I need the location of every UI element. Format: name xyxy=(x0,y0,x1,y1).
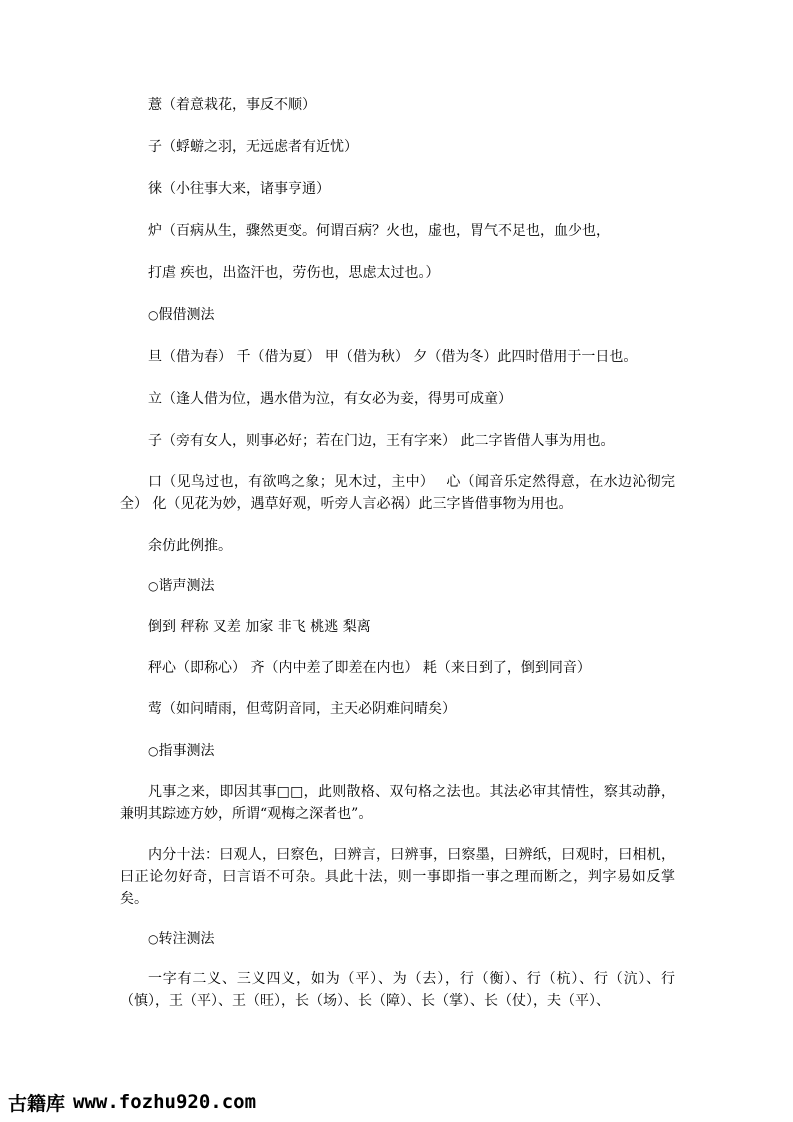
text-line: 徕（小往事大来，诸事亨通） xyxy=(148,181,330,197)
text-line: 秤心（即称心） 齐（内中差了即差在内也） 耗（来日到了，倒到同音） xyxy=(148,660,591,676)
section-heading-text: 指事测法 xyxy=(158,743,215,759)
paragraph: 口（见鸟过也，有欲鸣之象；见木过，主中） 心（闻音乐定然得意，在水边沁彻完全） 化（见花为妙，遇草好观，听旁人言必祸）此三字皆借事物为用也。 xyxy=(120,474,675,512)
section-heading xyxy=(148,929,214,949)
bullet-icon: ○ xyxy=(148,308,159,322)
text-line: 莺（如问晴雨，但莺阴音同，主天必阴难问晴矣） xyxy=(148,701,456,717)
section-heading xyxy=(148,576,214,596)
text-line: 倒到 秤称 叉差 加家 非飞 桃逃 梨离 xyxy=(148,619,371,635)
section-heading xyxy=(148,741,214,761)
paragraph: 一字有二义、三义四义，如为（平）、为（去），行（衡）、行（杭）、行（沆）、行（慎），王（平）、王（旺），长（场）、长（障）、长（掌）、长（仗），夫（平）、 xyxy=(120,971,675,1009)
site-watermark xyxy=(8,1086,256,1118)
site-name: 古籍库 xyxy=(8,1092,66,1115)
bullet-icon: ○ xyxy=(148,744,159,758)
section-heading xyxy=(148,305,214,325)
text-line: 立（逢人借为位，遇水借为泣，有女必为妾，得男可成童） xyxy=(148,391,512,407)
paragraph: 内分十法：曰观人，曰察色，曰辨言，曰辨事，曰察墨，曰辨纸，曰观时，曰相机，曰正论勿好奇，曰言语不可杂。具此十法，则一事即指一事之理而断之，判字易如反掌矣。 xyxy=(120,847,675,907)
text-line: 旦（借为春） 千（借为夏） 甲（借为秋） 夕（借为冬）此四时借用于一日也。 xyxy=(148,349,638,365)
text-line: 子（蜉蝣之羽，无远虑者有近忧） xyxy=(148,139,358,155)
text-line: 子（旁有女人，则事必好；若在门边，王有字来） 此二字皆借人事为用也。 xyxy=(148,433,615,449)
paragraph: 凡事之来，即因其事□□，此则散格、双句格之法也。其法必审其情性，察其动静，兼明其踪迹方妙，所谓“观梅之深者也”。 xyxy=(120,784,675,822)
text-line: 余仿此例推。 xyxy=(148,538,232,554)
text-line: 打虐 疾也，出盗汗也，劳伤也，思虑太过也。） xyxy=(148,265,440,281)
text-line: 薏（着意栽花，事反不顺） xyxy=(148,97,316,113)
section-heading-text: 谐声测法 xyxy=(158,578,215,594)
site-url[interactable]: www.fozhu920.com xyxy=(73,1091,257,1113)
text-line: 炉（百病从生，骤然更变。何谓百病？火也，虚也，胃气不足也，血少也， xyxy=(148,223,610,239)
section-heading-text: 转注测法 xyxy=(158,931,215,947)
section-heading-text: 假借测法 xyxy=(158,307,215,323)
bullet-icon: ○ xyxy=(148,579,159,593)
bullet-icon: ○ xyxy=(148,932,159,946)
